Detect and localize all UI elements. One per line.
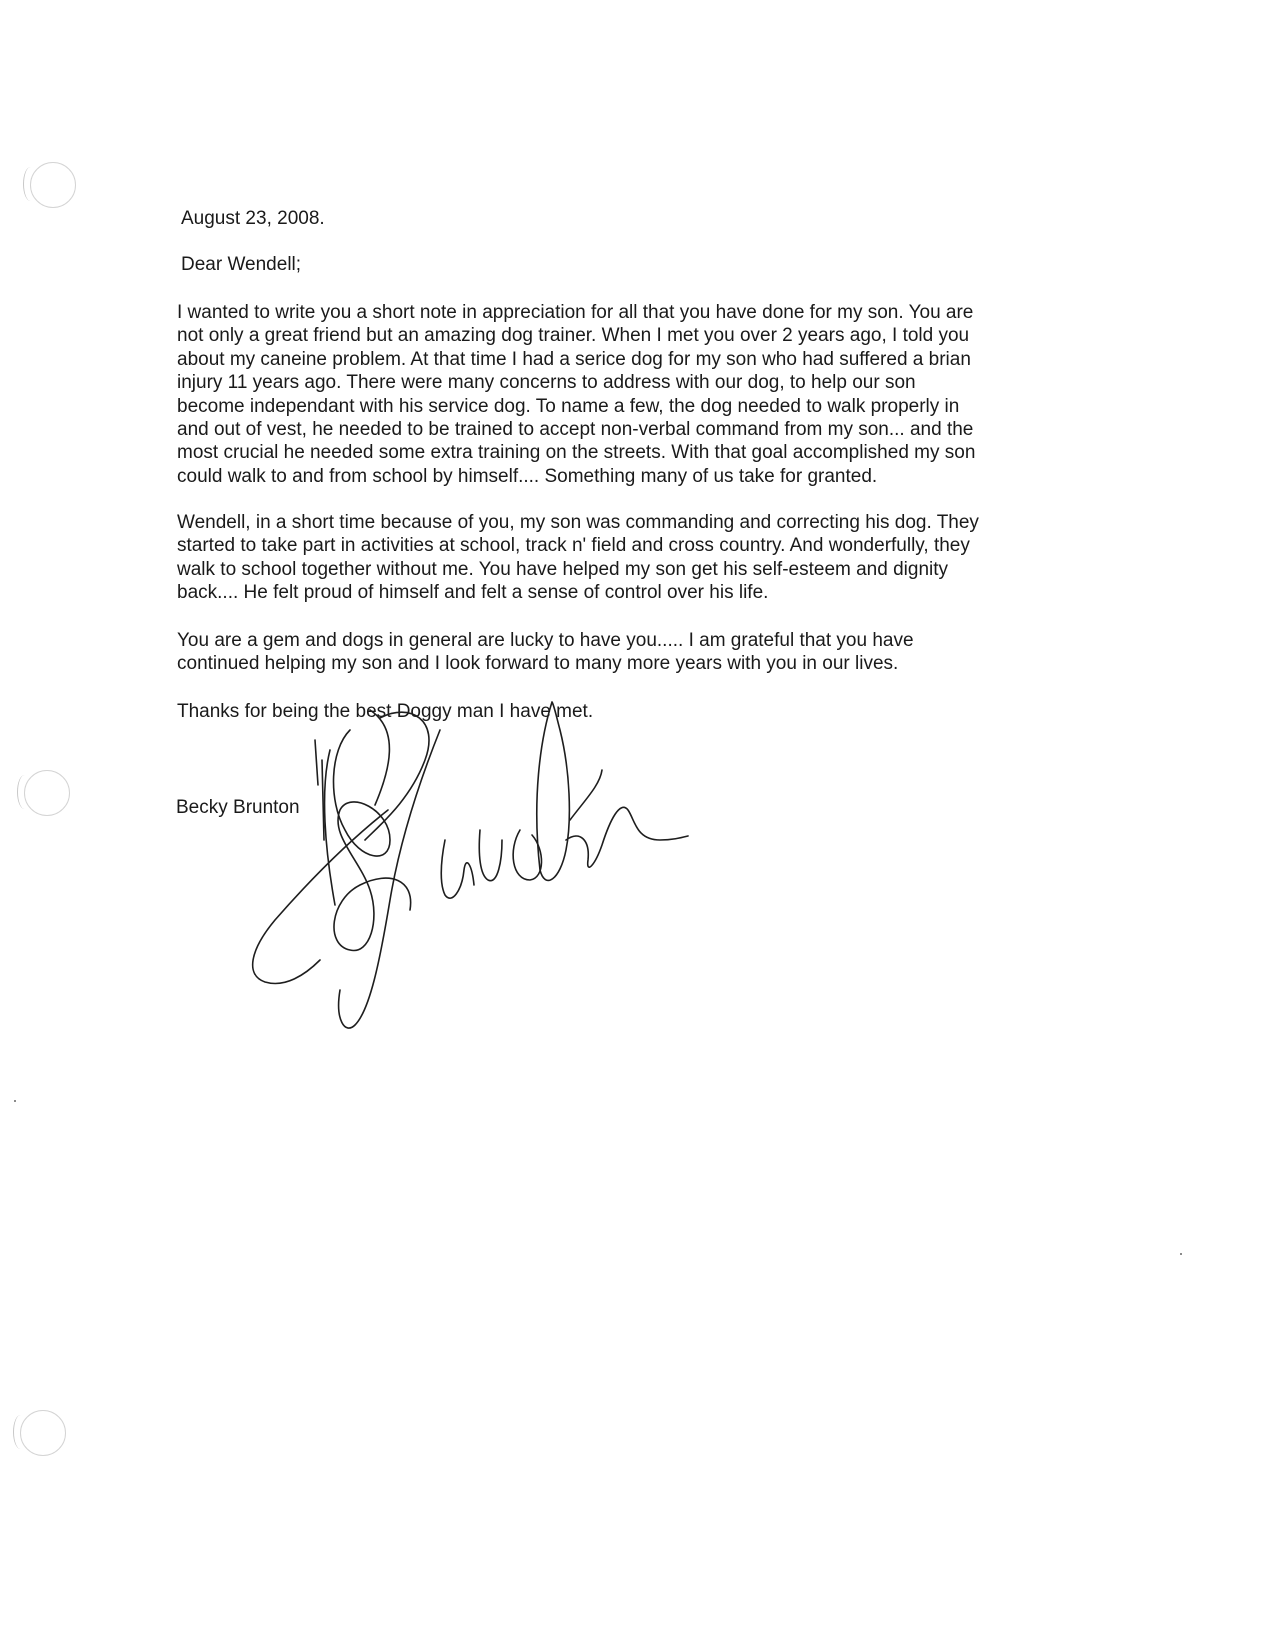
paragraph-line: started to take part in activities at school, track n' field and cross country. And wonderfully, they — [177, 535, 970, 557]
paragraph-line: walk to school together without me. You have helped my son get his self-esteem and dignity — [177, 558, 949, 580]
paragraph-line: You are a gem and dogs in general are lucky to have you..... I am grateful that you have — [177, 630, 914, 651]
letter-date: August 23, 2008. — [181, 208, 325, 229]
paragraph-line: Wendell, in a short time because of you, my son was commanding and correcting his dog. They — [177, 512, 979, 533]
paragraph-line: about my caneine problem. At that time I had a serice dog for my son who had suffered a brian — [177, 348, 971, 370]
paragraph-line: back.... He felt proud of himself and felt a sense of control over his life. — [177, 582, 769, 604]
paragraph-line: could walk to and from school by himself.... Something many of us take for granted. — [177, 465, 878, 487]
paragraph-line: I wanted to write you a short note in appreciation for all that you have done for my son. You are — [177, 302, 974, 323]
signer-name: Becky Brunton — [176, 797, 300, 818]
paragraph-line: injury 11 years ago. There were many concerns to address with our dog, to help our son — [177, 372, 916, 394]
letter-paragraph-2 — [177, 511, 1077, 605]
letter-salutation: Dear Wendell; — [181, 254, 302, 275]
punch-hole-bottom — [20, 1410, 66, 1456]
letter-paragraph-3 — [177, 629, 1077, 676]
scan-speck — [1180, 1253, 1182, 1255]
paragraph-line: become independant with his service dog. To name a few, the dog needed to walk properly in — [177, 395, 960, 417]
paragraph-line: and out of vest, he needed to be trained to accept non-verbal command from my son... and the — [177, 419, 974, 441]
paragraph-line: not only a great friend but an amazing dog trainer. When I met you over 2 years ago, I told you — [177, 325, 970, 347]
handwritten-signature — [240, 690, 720, 1050]
scan-speck — [14, 1100, 16, 1102]
punch-hole-middle — [24, 770, 70, 816]
letter-closing: Thanks for being the best Doggy man I have met. — [177, 701, 594, 722]
punch-hole-top — [30, 162, 76, 208]
letter-paragraph-1 — [177, 301, 1077, 488]
paragraph-line: most crucial he needed some extra training on the streets. With that goal accomplished my son — [177, 442, 976, 464]
paragraph-line: continued helping my son and I look forward to many more years with you in our lives. — [177, 653, 899, 675]
